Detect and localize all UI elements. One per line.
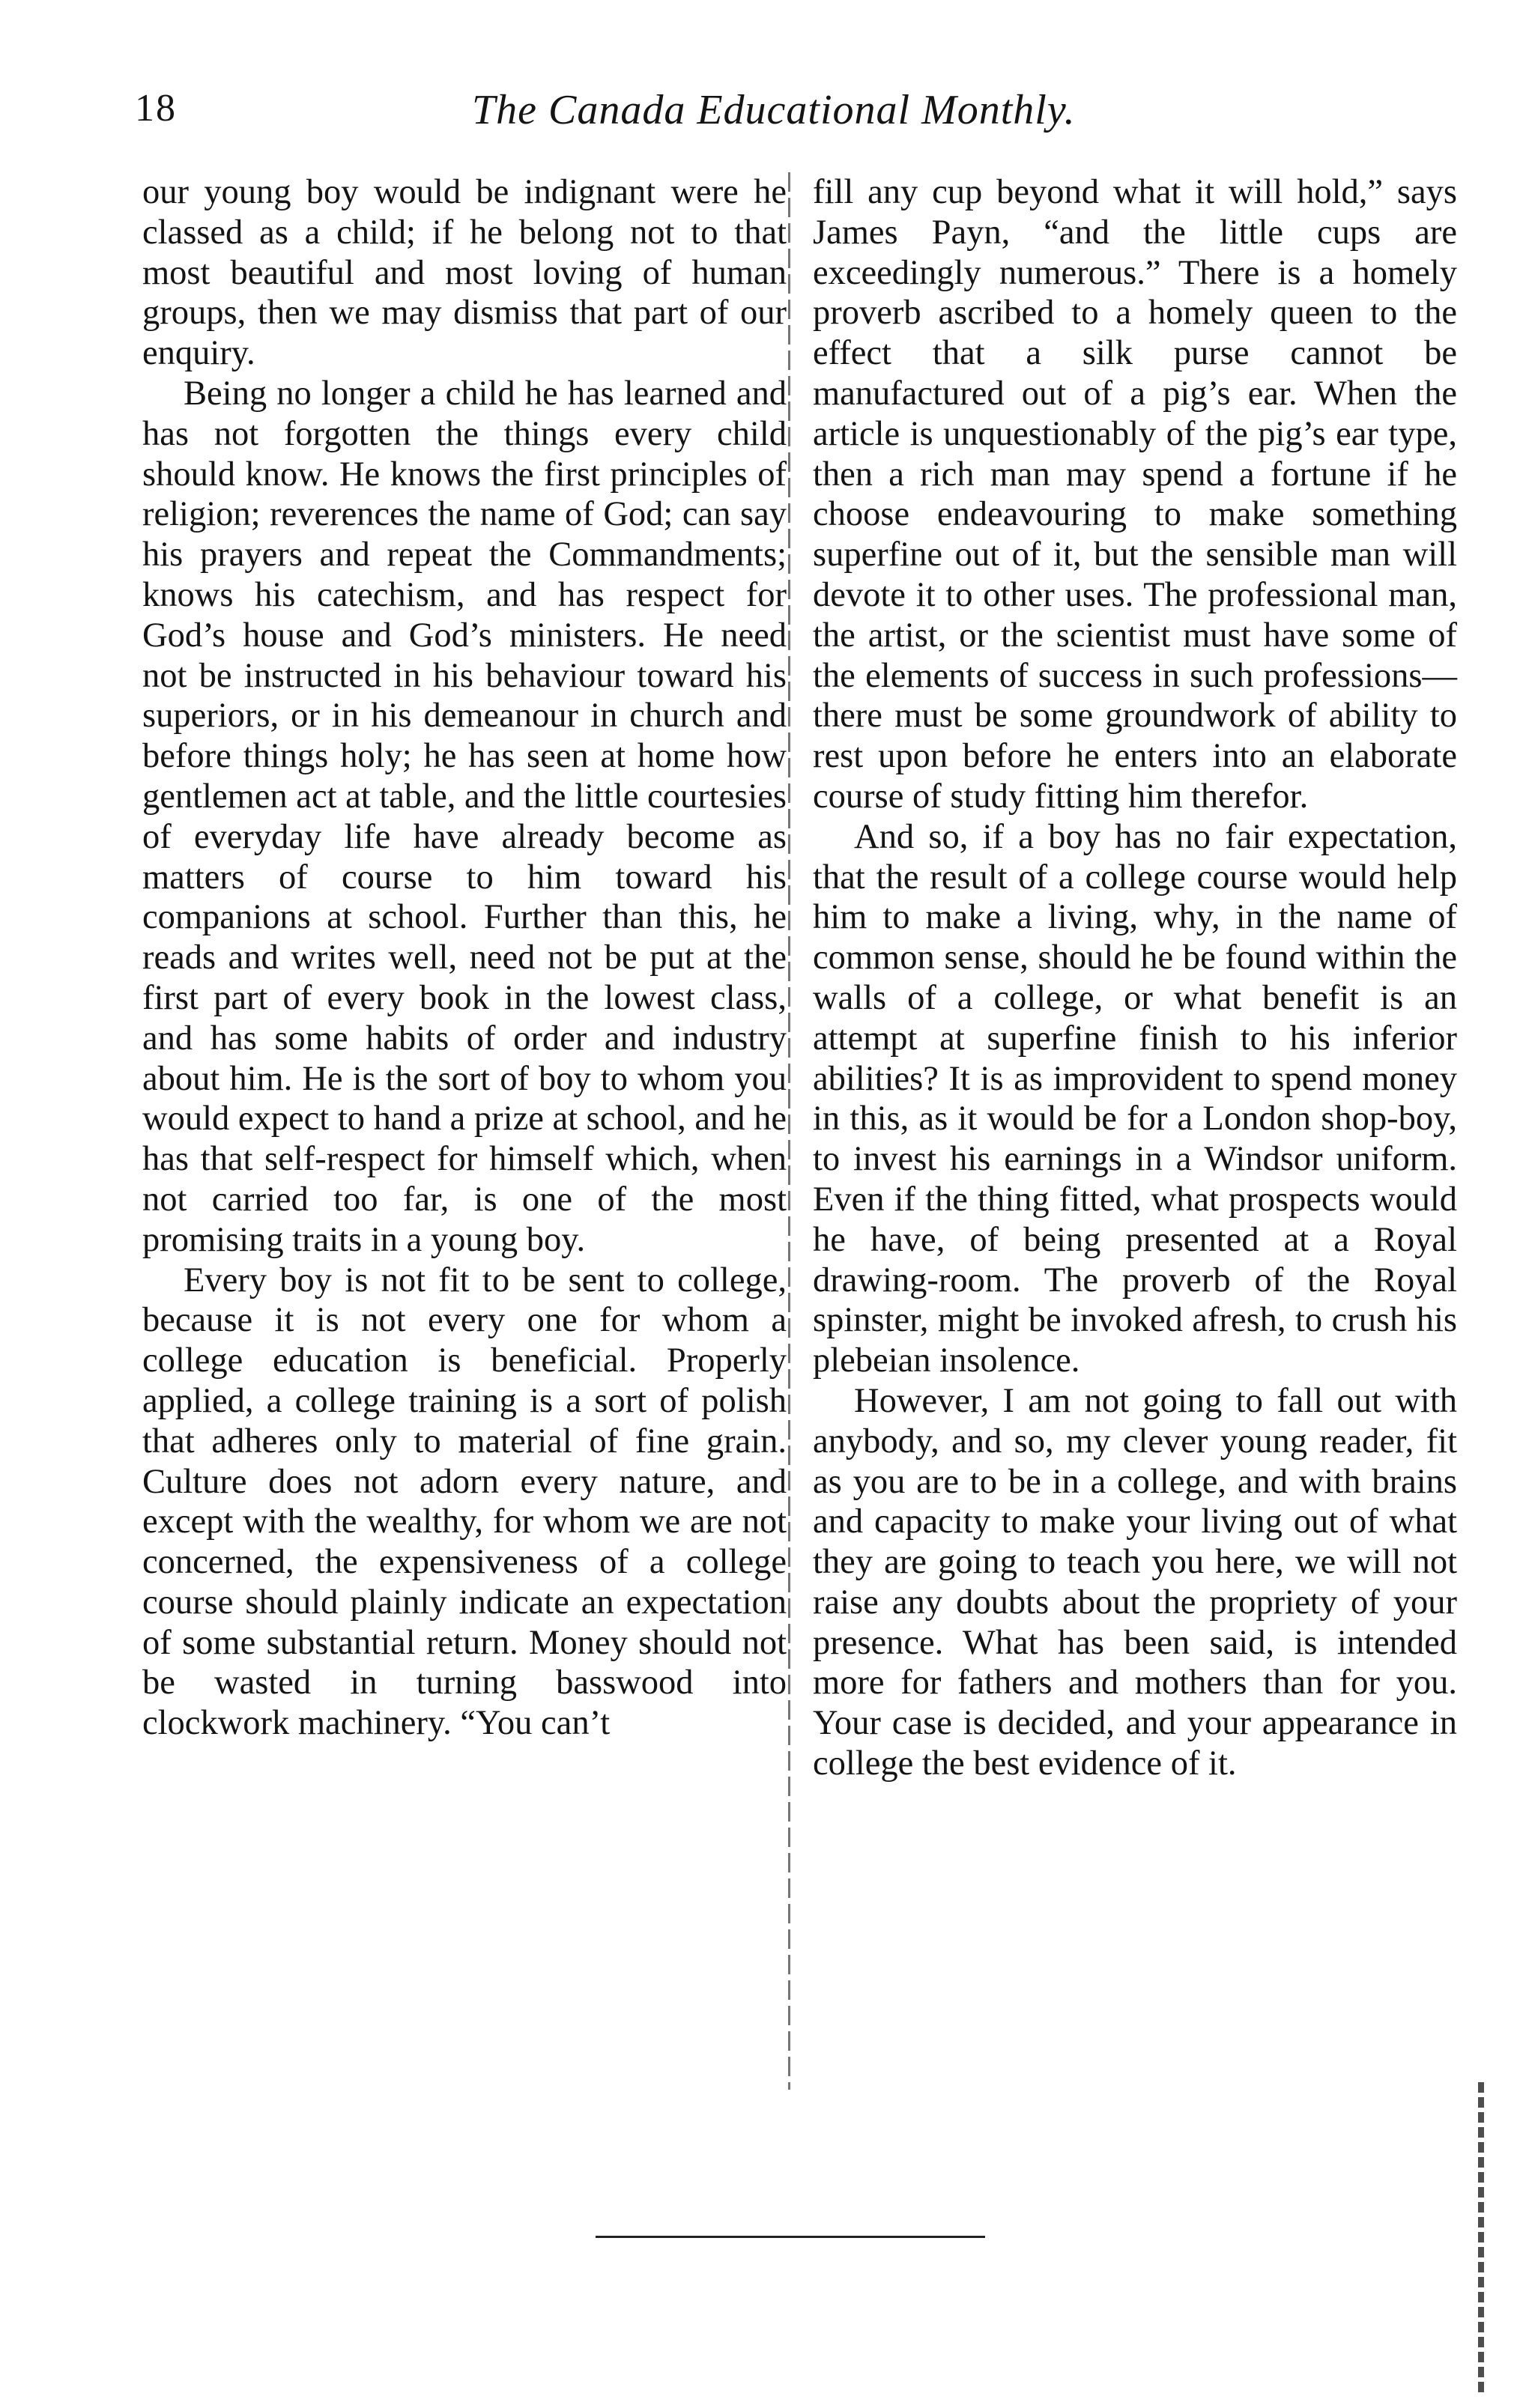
left-column xyxy=(142,172,787,1744)
running-title: The Canada Educational Monthly. xyxy=(472,87,1076,133)
scan-edge-mark xyxy=(1478,2082,1484,2397)
left-paragraph-1: our young boy would be indignant were he classed as a child; if he belong not to that most beautiful and most loving of human groups, then we may dismiss that part of our enquiry. xyxy=(142,173,787,373)
running-header xyxy=(135,86,1423,146)
page-number: 18 xyxy=(135,87,177,130)
section-end-rule xyxy=(596,2236,985,2238)
left-paragraph-2: Being no longer a child he has learned and has not forgotten the things every child should know. He knows the first principles of religion; reverences the name of God; can say his prayers and repeat the Commandments; knows his catechism, and has respect for God’s house and God’s ministers. He need not be instructed in his behaviour toward his superiors, or in his demeanour in church and before things holy; he has seen at home how gentlemen act at table, and the little courtesies of everyday life have already become as matters of course to him toward his companions at school. Further than this, he reads and writes well, need not be put at the first part of every book in the lowest class, and has some habits of order and industry about him. He is the sort of boy to whom you would expect to hand a prize at school, and he has that self-respect for himself which, when not carried too far, is one of the most promising traits in a young boy. xyxy=(142,374,787,1259)
right-column xyxy=(813,172,1457,1784)
column-divider xyxy=(788,172,790,2090)
left-paragraph-3: Every boy is not fit to be sent to college, because it is not every one for whom a college education is beneficial. Properly applied, a college training is a sort of polish that adheres only to material of fine grain. Culture does not adorn every nature, and except with the wealthy, for whom we are not concerned, the expensiveness of a college course should plainly indicate an expectation of some substantial return. Money should not be wasted in turning basswood into clockwork machinery. “You can’t xyxy=(142,1261,787,1743)
right-paragraph-2: And so, if a boy has no fair expectation, that the result of a college course would help him to make a living, why, in the name of common sense, should he be found within the walls of a college, or what benefit is an attempt at superfine finish to his inferior abilities? It is as improvident to spend money in this, as it would be for a London shop-boy, to invest his earnings in a Windsor uniform. Even if the thing fitted, what prospects would he have, of being presented at a Royal drawing-room. The proverb of the Royal spinster, might be invoked afresh, to crush his plebeian insolence. xyxy=(813,817,1457,1380)
right-paragraph-1: fill any cup beyond what it will hold,” says James Payn, “and the little cups are exceedingly numerous.” There is a homely proverb ascribed to a homely queen to the effect that a silk purse cannot be manufactured out of a pig’s ear. When the article is unquestionably of the pig’s ear type, then a rich man may spend a fortune if he choose endeavouring to make something superfine out of it, but the sensible man will devote it to other uses. The professional man, the artist, or the scientist must have some of the elements of success in such professions—there must be some groundwork of ability to rest upon before he enters into an elaborate course of study fitting him therefor. xyxy=(813,173,1457,816)
right-paragraph-3: However, I am not going to fall out with anybody, and so, my clever young reader, fit as you are to be in a college, and with brains and capacity to make your living out of what they are going to teach you here, we will not raise any doubts about the propriety of your presence. What has been said, is intended more for fathers and mothers than for you. Your case is decided, and your appearance in college the best evidence of it. xyxy=(813,1381,1457,1783)
